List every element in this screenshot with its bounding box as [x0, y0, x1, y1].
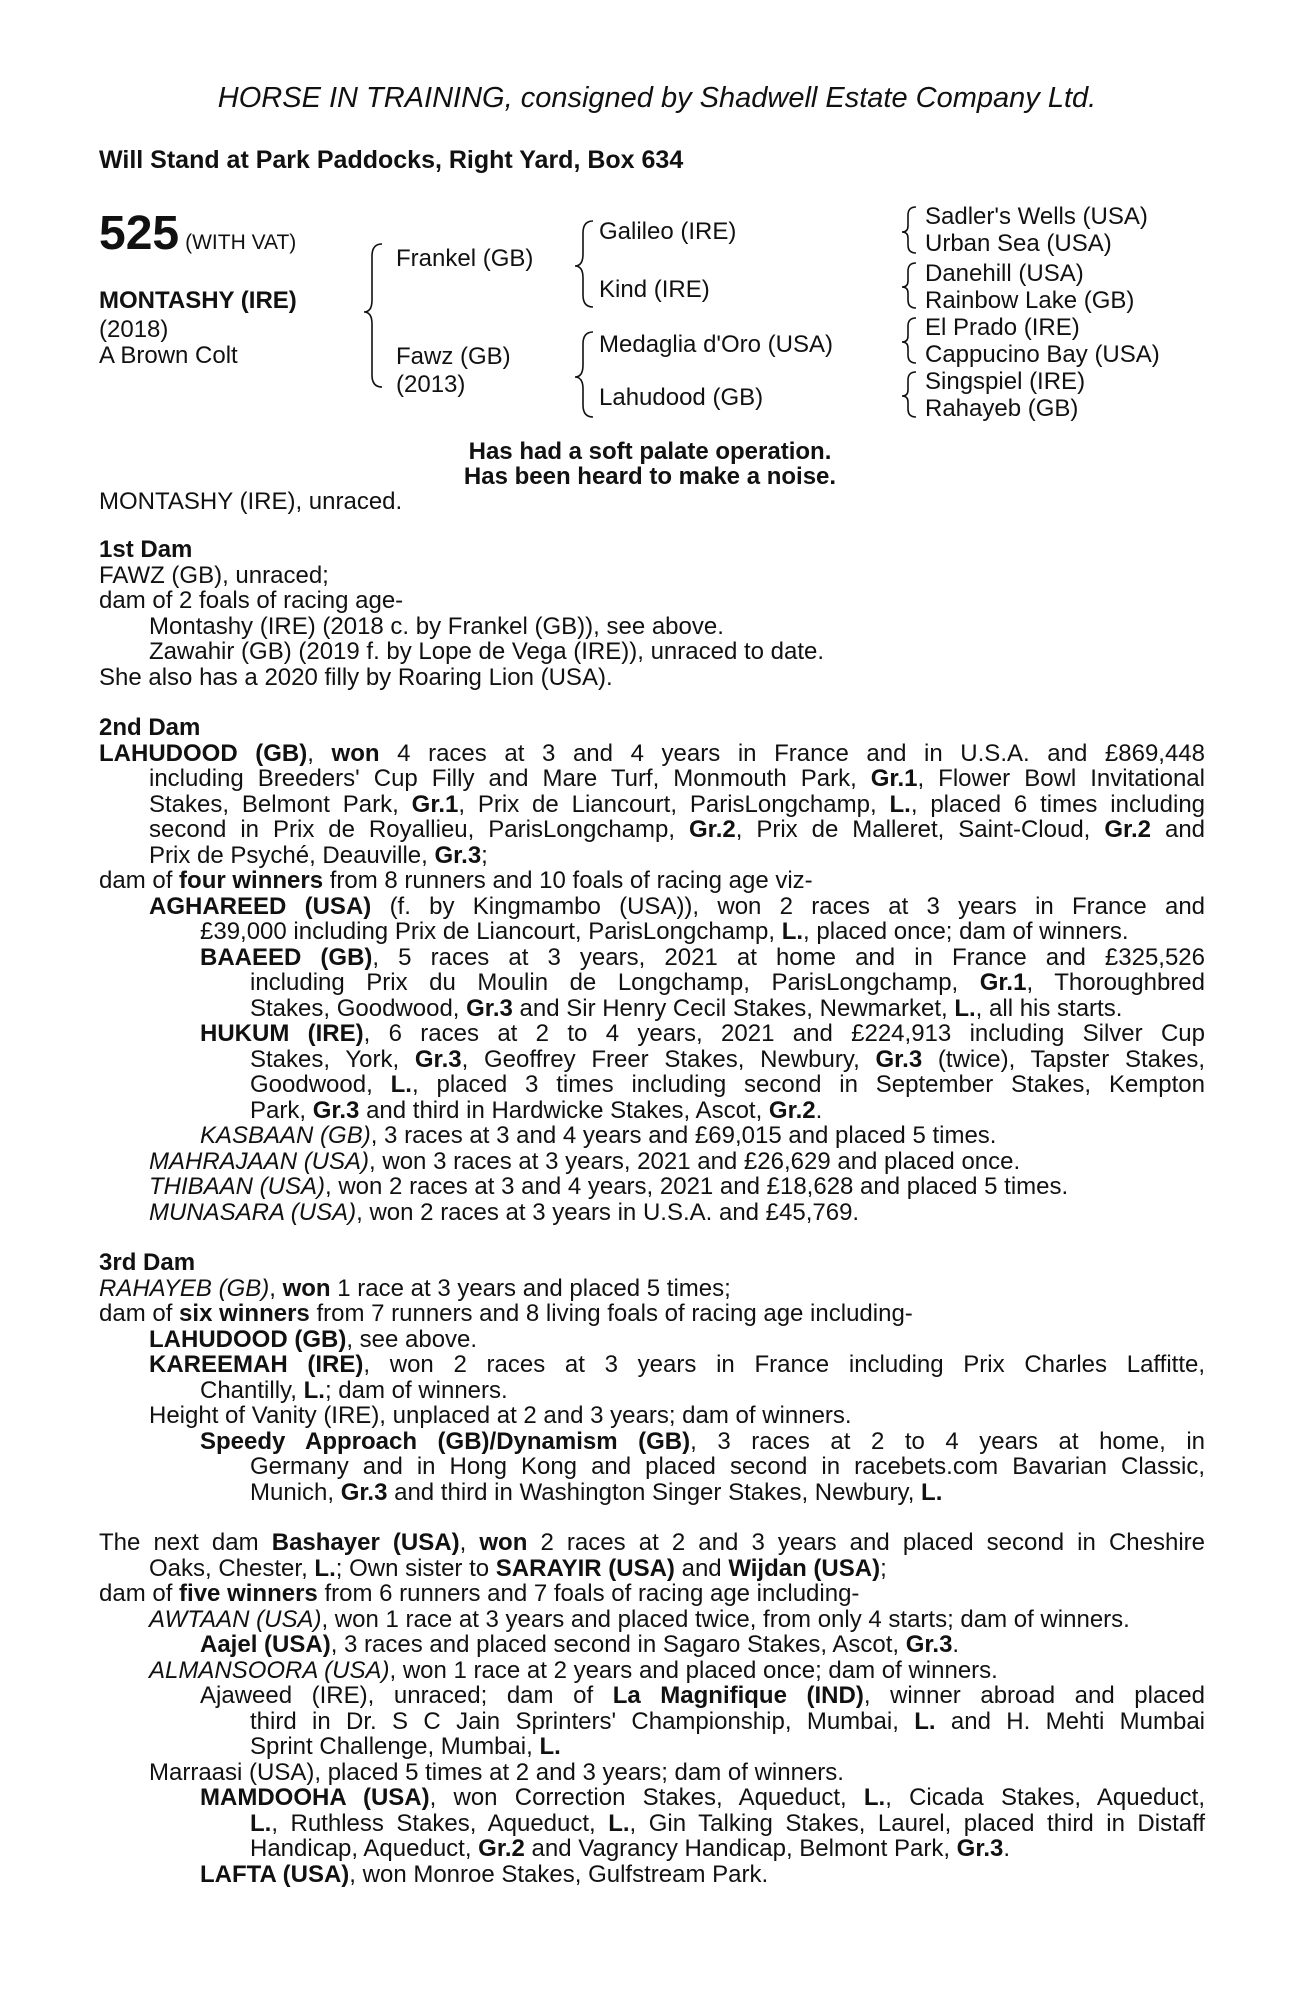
body-line [99, 945, 1205, 971]
body-line: Height of Vanity (IRE), unplaced at 2 and 3 years; dam of winners. [149, 1402, 852, 1429]
body-line: Germany and in Hong Kong and placed second in racebets.com Bavarian Classic, [250, 1453, 1205, 1480]
text-run: , 5 races at 3 years, 2021 at home and in France and £325,526 [372, 943, 1206, 971]
text-run: from 6 runners and 7 foals of racing age including- [324, 1580, 860, 1607]
body-line [99, 1632, 1205, 1658]
text-run: Aajel (USA) [200, 1631, 331, 1658]
text-run: ALMANSOORA (USA) [149, 1656, 390, 1684]
body-line [99, 1149, 1205, 1175]
body-line [99, 766, 1205, 792]
body-line [99, 1607, 1205, 1633]
text-run: Gr.1 [411, 790, 459, 818]
text-run: Stakes, Belmont Park, [149, 790, 399, 818]
body-line [99, 1734, 1205, 1760]
text-run: , Ruthless Stakes, Aqueduct, [271, 1809, 596, 1837]
text-run: won [331, 739, 380, 767]
text-run: L. [781, 918, 804, 945]
dss: El Prado (IRE) [925, 314, 1080, 341]
text-run: , won 1 race at 3 years and placed twice, from only 4 starts; dam of winners. [321, 1605, 1130, 1633]
text-run: £39,000 including Prix de Liancourt, ParisLongchamp, [200, 918, 776, 945]
body-line [99, 843, 1205, 869]
body-line [99, 1836, 1205, 1862]
body-line [99, 817, 1205, 843]
dds: Singspiel (IRE) [925, 368, 1086, 395]
text-run: Gr.1 [979, 969, 1027, 996]
text-run: AWTAAN (USA) [149, 1605, 322, 1633]
body-line [99, 1429, 1205, 1455]
text-run: BAAEED (GB) [200, 943, 373, 971]
text-run: Bashayer (USA) [271, 1529, 460, 1556]
text-run: , won 3 races at 3 years, 2021 and £26,629 and placed once. [369, 1147, 1021, 1175]
text-run: from 8 runners and 10 foals of racing age viz- [329, 867, 813, 894]
text-run: L. [608, 1809, 630, 1837]
body-line: Zawahir (GB) (2019 f. by Lope de Vega (IRE)), unraced to date. [149, 638, 825, 665]
body-line [99, 1658, 1205, 1684]
text-run: and H. Mehti Mumbai [950, 1707, 1206, 1735]
body-line: Montashy (IRE) (2018 c. by Frankel (GB)), see above. [149, 612, 724, 640]
ssd: Urban Sea (USA) [925, 230, 1112, 257]
body-line: dam of 2 foals of racing age- [99, 587, 404, 614]
body-line [99, 792, 1205, 818]
text-run: dam of [99, 1300, 173, 1327]
text-run: Gr.1 [870, 765, 918, 792]
text-run: LAFTA (USA) [200, 1860, 350, 1888]
sire-sire: Galileo (IRE) [599, 218, 737, 245]
text-run: Ajaweed (IRE), unraced; dam of [200, 1682, 594, 1709]
body-line [99, 1378, 1205, 1404]
body-line [99, 1047, 1205, 1073]
vat-label: (WITH VAT) [185, 231, 297, 254]
text-run: Chantilly, [200, 1376, 297, 1404]
text-run: Gr.3 [434, 841, 482, 869]
text-run: and [681, 1554, 722, 1582]
text-run: L. [863, 1784, 886, 1811]
text-run: The next dam [99, 1529, 259, 1556]
body-line [99, 919, 1205, 945]
body-line: LAHUDOOD (GB), won 4 races at 3 and 4 years in France and in U.S.A. and £869,448 [99, 739, 1206, 767]
body-line [99, 1785, 1205, 1811]
text-run: , Thoroughbred [1026, 969, 1205, 996]
text-run: ; [481, 841, 488, 869]
text-run: Gr.3 [340, 1478, 388, 1506]
text-run: , placed 3 times including second in September Stakes, Kempton [411, 1071, 1206, 1098]
note-noise: Has been heard to make a noise. [463, 463, 837, 490]
text-run: 2 races at 2 and 3 years and placed second in Cheshire [540, 1529, 1205, 1556]
text-run: , Prix de Malleret, Saint-Cloud, [735, 816, 1091, 843]
text-run: L. [921, 1478, 943, 1506]
first-dam-section [99, 537, 1205, 690]
text-run: and third in Washington Singer Stakes, Newbury, [394, 1478, 915, 1506]
text-run: , Prix de Liancourt, ParisLongchamp, [458, 790, 877, 818]
dam-dam: Lahudood (GB) [599, 384, 764, 411]
text-run: Prix de Psyché, Deauville, [149, 841, 428, 869]
text-run: L. [303, 1376, 325, 1404]
text-run: Oaks, Chester, [149, 1554, 308, 1582]
text-run: Stakes, Goodwood, [250, 994, 460, 1022]
body-line: RAHAYEB (GB), won 1 race at 3 years and placed 5 times; [99, 1274, 731, 1302]
text-run: Gr.3 [956, 1835, 1004, 1862]
body-line [99, 1123, 1205, 1149]
section-heading: 2nd Dam [99, 714, 201, 741]
text-run: from 7 runners and 8 living foals of racing age including- [316, 1300, 913, 1327]
body-line [99, 996, 1205, 1022]
text-run: Gr.2 [689, 816, 736, 843]
text-run: five winners [179, 1580, 318, 1607]
text-run: , 6 races at 2 to 4 years, 2021 and £224,913 including Silver Cup [363, 1020, 1205, 1047]
text-run: ; [880, 1554, 887, 1582]
text-run: L. [250, 1809, 272, 1837]
sire-dam: Kind (IRE) [599, 276, 710, 303]
text-run: (twice), Tapster Stakes, [937, 1045, 1206, 1073]
text-run: MAMDOOHA (USA) [200, 1784, 430, 1811]
text-run: . [815, 1096, 823, 1124]
text-run: Handicap, Aqueduct, [250, 1835, 472, 1862]
body-line [99, 1021, 1205, 1047]
body-line [99, 1709, 1205, 1735]
text-run: including Prix du Moulin de Longchamp, ParisLongchamp, [250, 969, 959, 996]
text-run: , Flower Bowl Invitational [917, 765, 1205, 792]
text-run: , Cicada Stakes, Aqueduct, [885, 1784, 1205, 1811]
text-run: second in Prix de Royallieu, ParisLongchamp, [149, 816, 676, 843]
horse-name: MONTASHY (IRE) [99, 287, 297, 314]
intro-line: MONTASHY (IRE), unraced. [99, 488, 403, 515]
note-palate: Has had a soft palate operation. [468, 438, 832, 465]
text-run: Park, [250, 1096, 307, 1124]
text-run: and [1164, 816, 1206, 843]
text-run: (f. by Kingmambo (USA)), won 2 races at 3 years in France and [389, 892, 1206, 920]
text-run: L. [390, 1071, 412, 1098]
text-run: Gr.3 [875, 1045, 923, 1073]
text-run: four winners [179, 867, 324, 894]
lot-number-value: 525 [99, 207, 180, 260]
body-line [99, 1072, 1205, 1098]
body-line: FAWZ (GB), unraced; [99, 561, 329, 589]
body-line [99, 1556, 1205, 1582]
text-run: LAHUDOOD (GB) [99, 739, 308, 767]
sss: Sadler's Wells (USA) [925, 203, 1148, 230]
body-line [99, 1480, 1205, 1506]
text-run: , Geoffrey Freer Stakes, Newbury, [461, 1045, 860, 1073]
ddd: Rahayeb (GB) [925, 395, 1079, 422]
sdd: Rainbow Lake (GB) [925, 287, 1135, 314]
text-run: , won 2 races at 3 years in U.S.A. and £45,769. [356, 1198, 860, 1226]
text-run: Gr.2 [768, 1096, 816, 1124]
next-dam-section [99, 1530, 1205, 1887]
text-run: Gr.3 [905, 1631, 953, 1658]
third-dam-section [99, 1250, 1205, 1505]
text-run: 1 race at 3 years and placed 5 times; [337, 1274, 731, 1302]
text-run: HUKUM (IRE) [200, 1020, 364, 1047]
text-run: L. [914, 1707, 936, 1735]
text-run: , won Correction Stakes, Aqueduct, [429, 1784, 847, 1811]
body-line [99, 1174, 1205, 1200]
text-run: dam of [99, 1580, 173, 1607]
text-run: , all his starts. [975, 994, 1123, 1022]
text-run: , 3 races at 2 to 4 years at home, in [690, 1427, 1205, 1455]
text-run: 4 races at 3 and 4 years in France and in U.S.A. and £869,448 [397, 739, 1206, 767]
text-run: Wijdan (USA) [728, 1554, 881, 1582]
text-run: LAHUDOOD (GB) [149, 1325, 347, 1353]
body-line: She also has a 2020 filly by Roaring Lion (USA). [99, 663, 613, 691]
horse-year: (2018) [99, 316, 169, 343]
text-run: THIBAAN (USA) [149, 1173, 326, 1200]
body-line [99, 868, 1205, 894]
sds: Danehill (USA) [925, 260, 1084, 287]
text-run: Goodwood, [250, 1071, 373, 1098]
body-line [99, 1098, 1205, 1124]
horse-description: A Brown Colt [99, 342, 238, 369]
text-run: L. [539, 1733, 561, 1760]
text-run: , won 1 race at 2 years and placed once; dam of winners. [389, 1656, 998, 1684]
text-run: ; Own sister to [335, 1554, 490, 1582]
text-run: L. [314, 1554, 336, 1582]
dam: Fawz (GB) [396, 343, 511, 370]
text-run: . [1003, 1835, 1011, 1862]
text-run: , 3 races at 3 and 4 years and £69,015 and placed 5 times. [370, 1122, 997, 1149]
body-line [99, 1327, 1205, 1353]
body-line [99, 1811, 1205, 1837]
section-heading: 1st Dam [99, 536, 193, 563]
text-run: won [479, 1529, 528, 1556]
body-line [99, 894, 1205, 920]
text-run: MAHRAJAAN (USA) [149, 1147, 370, 1175]
text-run: KASBAAN (GB) [200, 1122, 371, 1149]
body-line [99, 1352, 1205, 1378]
text-run: L. [954, 994, 976, 1022]
text-run: La Magnifique (IND) [612, 1682, 864, 1709]
sire: Frankel (GB) [396, 245, 534, 272]
body-line [99, 970, 1205, 996]
text-run: , placed 6 times including [910, 790, 1206, 818]
text-run: Gr.3 [312, 1096, 360, 1124]
text-run: and Sir Henry Cecil Stakes, Newmarket, [519, 994, 948, 1022]
catalogue-body [99, 537, 1205, 1887]
text-run: Munich, [250, 1478, 335, 1506]
second-dam-section [99, 715, 1205, 1225]
text-run: . [952, 1631, 960, 1658]
sale-heading: HORSE IN TRAINING, consigned by Shadwell Estate Company Ltd. [217, 82, 1097, 114]
text-run: RAHAYEB (GB) [99, 1274, 270, 1302]
text-run: , won 2 races at 3 years in France including Prix Charles Laffitte, [363, 1351, 1206, 1378]
text-run: including Breeders' Cup Filly and Mare Turf, Monmouth Park, [149, 765, 857, 792]
text-run: , placed once; dam of winners. [803, 918, 1129, 945]
stand-location: Will Stand at Park Paddocks, Right Yard, Box 634 [99, 146, 684, 174]
dsd: Cappucino Bay (USA) [925, 341, 1160, 368]
body-line [99, 1301, 1205, 1327]
text-run: , 3 races and placed second in Sagaro Stakes, Ascot, [330, 1631, 900, 1658]
body-line [99, 1862, 1205, 1888]
text-run: Stakes, York, [250, 1045, 400, 1073]
dam-year: (2013) [396, 371, 466, 398]
text-run: , see above. [346, 1325, 478, 1353]
text-run: AGHAREED (USA) [149, 892, 372, 920]
text-run: third in Dr. S C Jain Sprinters' Championship, Mumbai, [250, 1707, 899, 1735]
text-run: Gr.2 [478, 1835, 525, 1862]
text-run: , winner abroad and placed [863, 1682, 1205, 1709]
text-run: Gr.3 [466, 994, 513, 1022]
text-run: Gr.3 [414, 1045, 462, 1073]
section-heading: 3rd Dam [99, 1249, 196, 1276]
text-run: ; dam of winners. [324, 1376, 508, 1404]
text-run: and third in Hardwicke Stakes, Ascot, [366, 1096, 763, 1124]
body-line [99, 1200, 1205, 1226]
body-line: Marraasi (USA), placed 5 times at 2 and 3 years; dam of winners. [149, 1758, 844, 1786]
text-run: , won 2 races at 3 and 4 years, 2021 and £18,628 and placed 5 times. [325, 1173, 1069, 1200]
text-run: KAREEMAH (IRE) [149, 1351, 364, 1378]
text-run: MUNASARA (USA) [149, 1198, 357, 1226]
body-line [99, 1581, 1205, 1607]
dam-sire: Medaglia d'Oro (USA) [599, 331, 833, 358]
text-run: Sprint Challenge, Mumbai, [250, 1733, 533, 1760]
text-run: , Gin Talking Stakes, Laurel, placed third in Distaff [629, 1809, 1206, 1837]
body-line: The next dam Bashayer (USA), won 2 races at 2 and 3 years and placed second in Cheshire [99, 1529, 1205, 1556]
text-run: L. [889, 790, 911, 818]
text-run: and Vagrancy Handicap, Belmont Park, [531, 1835, 950, 1862]
text-run: won [282, 1274, 331, 1302]
text-run: Speedy Approach (GB)/Dynamism (GB) [200, 1427, 691, 1455]
text-run: dam of [99, 867, 173, 894]
text-run: SARAYIR (USA) [495, 1554, 675, 1582]
text-run: six winners [179, 1300, 310, 1327]
text-run: , won Monroe Stakes, Gulfstream Park. [349, 1860, 769, 1888]
text-run: Gr.2 [1104, 816, 1152, 843]
body-line [99, 1683, 1205, 1709]
